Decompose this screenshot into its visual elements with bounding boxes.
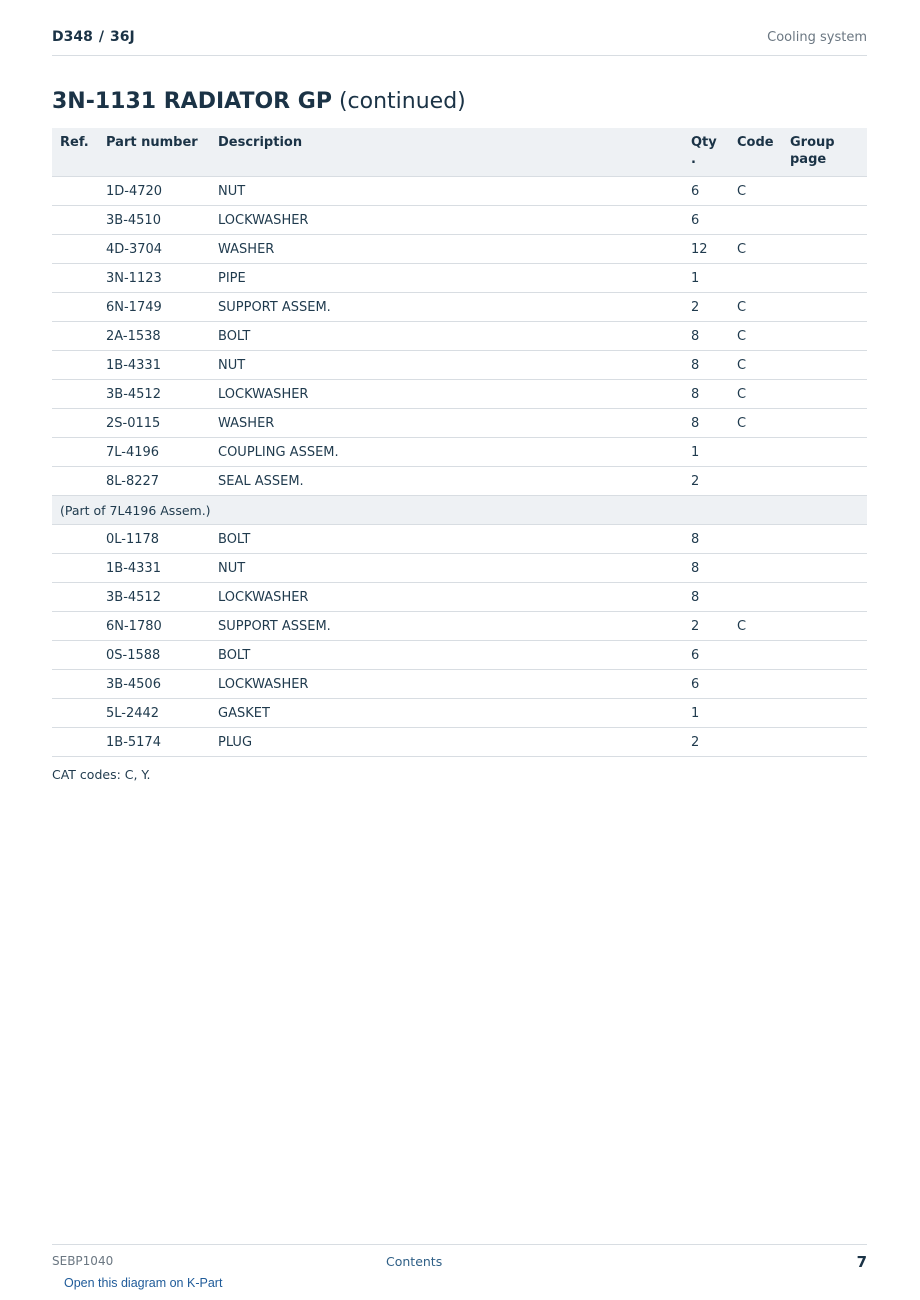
cell-part-number: 5L-2442 (98, 699, 210, 728)
cell-group-page (782, 351, 867, 380)
table-row (52, 380, 867, 409)
col-description-header: Description (210, 128, 683, 177)
table-row (52, 264, 867, 293)
table-row (52, 177, 867, 206)
cell-code: C (729, 322, 782, 351)
cell-ref (52, 612, 98, 641)
cell-description: NUT (210, 351, 683, 380)
col-code-header: Code (729, 128, 782, 177)
cell-part-number: 3B-4512 (98, 583, 210, 612)
cell-qty: 6 (683, 206, 729, 235)
cell-part-number: 0S-1588 (98, 641, 210, 670)
cell-code (729, 525, 782, 554)
cell-group-page (782, 264, 867, 293)
cell-code: C (729, 235, 782, 264)
cell-description: WASHER (210, 409, 683, 438)
cell-group-page (782, 438, 867, 467)
cell-code: C (729, 293, 782, 322)
cell-ref (52, 235, 98, 264)
cell-ref (52, 554, 98, 583)
cell-description: NUT (210, 554, 683, 583)
cell-group-page (782, 409, 867, 438)
cell-code (729, 728, 782, 757)
cell-part-number: 2A-1538 (98, 322, 210, 351)
cat-codes: CAT codes: C, Y. (52, 767, 151, 782)
table-note-row (52, 496, 867, 525)
cell-group-page (782, 583, 867, 612)
cell-part-number: 3B-4506 (98, 670, 210, 699)
cell-qty: 2 (683, 612, 729, 641)
cell-description: WASHER (210, 235, 683, 264)
table-row (52, 438, 867, 467)
cell-code (729, 554, 782, 583)
cell-ref (52, 177, 98, 206)
page-title (52, 89, 466, 114)
document-id: SEBP1040 (52, 1254, 114, 1268)
cell-qty: 8 (683, 554, 729, 583)
cell-code (729, 699, 782, 728)
cell-part-number: 6N-1780 (98, 612, 210, 641)
cell-ref (52, 380, 98, 409)
cell-ref (52, 728, 98, 757)
col-qty-header: Qty . (683, 128, 729, 177)
cell-group-page (782, 670, 867, 699)
cell-ref (52, 293, 98, 322)
cell-code: C (729, 380, 782, 409)
cell-description: BOLT (210, 525, 683, 554)
table-row (52, 583, 867, 612)
cell-qty: 1 (683, 264, 729, 293)
page-footer (52, 1244, 867, 1271)
table-header-row (52, 128, 867, 177)
table-row (52, 670, 867, 699)
cell-group-page (782, 293, 867, 322)
table-row (52, 554, 867, 583)
cell-part-number: 6N-1749 (98, 293, 210, 322)
cell-part-number: 8L-8227 (98, 467, 210, 496)
cell-ref (52, 525, 98, 554)
cell-part-number: 0L-1178 (98, 525, 210, 554)
cell-ref (52, 670, 98, 699)
cell-qty: 6 (683, 670, 729, 699)
cell-description: SUPPORT ASSEM. (210, 293, 683, 322)
cell-ref (52, 438, 98, 467)
cell-group-page (782, 206, 867, 235)
kpart-diagram-link[interactable]: Open this diagram on K-Part (64, 1276, 223, 1290)
cell-code (729, 641, 782, 670)
cell-ref (52, 264, 98, 293)
table-row (52, 641, 867, 670)
cell-group-page (782, 322, 867, 351)
cell-ref (52, 409, 98, 438)
cell-code (729, 438, 782, 467)
cell-part-number: 1B-5174 (98, 728, 210, 757)
cell-description: LOCKWASHER (210, 583, 683, 612)
cell-description: BOLT (210, 641, 683, 670)
title-suffix: (continued) (338, 89, 466, 114)
cell-qty: 12 (683, 235, 729, 264)
table-row (52, 728, 867, 757)
cell-part-number: 1B-4331 (98, 351, 210, 380)
cell-qty: 1 (683, 438, 729, 467)
cell-qty: 8 (683, 322, 729, 351)
cell-group-page (782, 728, 867, 757)
cell-group-page (782, 699, 867, 728)
cell-group-page (782, 235, 867, 264)
cell-ref (52, 206, 98, 235)
cell-code (729, 264, 782, 293)
group-title: 3N-1131 RADIATOR GP (52, 89, 332, 114)
cell-description: NUT (210, 177, 683, 206)
cell-group-page (782, 467, 867, 496)
cell-group-page (782, 641, 867, 670)
cell-description: PLUG (210, 728, 683, 757)
cell-description: SUPPORT ASSEM. (210, 612, 683, 641)
table-row (52, 235, 867, 264)
col-ref-header: Ref. (52, 128, 98, 177)
page-header (52, 28, 867, 56)
cell-code: C (729, 409, 782, 438)
table-row (52, 467, 867, 496)
cell-group-page (782, 525, 867, 554)
cell-description: LOCKWASHER (210, 380, 683, 409)
table-row (52, 525, 867, 554)
col-part-number-header: Part number (98, 128, 210, 177)
cell-code (729, 206, 782, 235)
cell-description: PIPE (210, 264, 683, 293)
table-row (52, 206, 867, 235)
section-name: Cooling system (767, 30, 867, 45)
breadcrumb (52, 29, 135, 45)
cell-qty: 8 (683, 351, 729, 380)
parts-table (52, 128, 867, 757)
cell-part-number: 3N-1123 (98, 264, 210, 293)
parts-table-body (52, 177, 867, 757)
table-row (52, 612, 867, 641)
cell-part-number: 3B-4512 (98, 380, 210, 409)
cell-code (729, 670, 782, 699)
cell-code: C (729, 177, 782, 206)
cell-part-number: 2S-0115 (98, 409, 210, 438)
table-note: (Part of 7L4196 Assem.) (52, 496, 867, 525)
cell-description: SEAL ASSEM. (210, 467, 683, 496)
cell-qty: 8 (683, 380, 729, 409)
cell-code (729, 583, 782, 612)
cell-group-page (782, 554, 867, 583)
table-row (52, 351, 867, 380)
cell-qty: 8 (683, 409, 729, 438)
cell-ref (52, 351, 98, 380)
page-number: 7 (856, 1253, 867, 1271)
cell-description: COUPLING ASSEM. (210, 438, 683, 467)
cell-group-page (782, 612, 867, 641)
cell-qty: 2 (683, 467, 729, 496)
cell-part-number: 1D-4720 (98, 177, 210, 206)
table-row (52, 322, 867, 351)
cell-ref (52, 699, 98, 728)
table-row (52, 699, 867, 728)
cell-group-page (782, 380, 867, 409)
model-label: D348 (52, 29, 93, 45)
table-row (52, 409, 867, 438)
cell-group-page (782, 177, 867, 206)
cell-ref (52, 641, 98, 670)
cell-qty: 2 (683, 728, 729, 757)
cell-qty: 8 (683, 525, 729, 554)
cell-description: BOLT (210, 322, 683, 351)
cell-qty: 2 (683, 293, 729, 322)
serial-label: 36J (109, 29, 135, 45)
table-row (52, 293, 867, 322)
cell-part-number: 3B-4510 (98, 206, 210, 235)
col-group-page-header: Group page (782, 128, 867, 177)
cell-ref (52, 583, 98, 612)
cell-description: LOCKWASHER (210, 670, 683, 699)
cell-code: C (729, 612, 782, 641)
cell-description: LOCKWASHER (210, 206, 683, 235)
cell-ref (52, 322, 98, 351)
cell-code: C (729, 351, 782, 380)
cell-qty: 1 (683, 699, 729, 728)
cell-qty: 6 (683, 177, 729, 206)
cell-ref (52, 467, 98, 496)
cell-part-number: 7L-4196 (98, 438, 210, 467)
cell-part-number: 4D-3704 (98, 235, 210, 264)
breadcrumb-separator: / (98, 29, 104, 45)
cell-description: GASKET (210, 699, 683, 728)
cell-qty: 6 (683, 641, 729, 670)
contents-link[interactable]: Contents (386, 1254, 443, 1269)
cell-code (729, 467, 782, 496)
cell-qty: 8 (683, 583, 729, 612)
cell-part-number: 1B-4331 (98, 554, 210, 583)
